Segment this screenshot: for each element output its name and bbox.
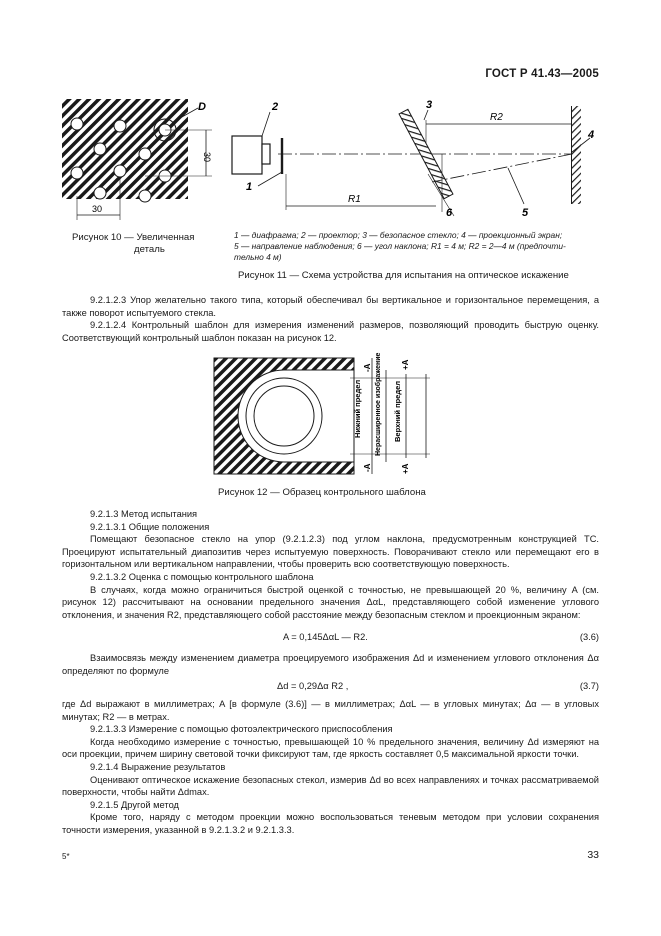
callout-5: 5	[522, 207, 529, 219]
paragraph-other: Кроме того, наряду с методом проекции можно воспользоваться теневым методом при условии сохранения точности измерения, указанной в 9.2.1.3.2 и 9.2.1.3.3.	[62, 812, 599, 835]
minus-a-bottom: -A	[363, 463, 372, 472]
section-9-2-1-3	[62, 508, 599, 621]
minus-a-top: -A	[363, 363, 372, 372]
lower-limit-label: Нижний предел	[353, 379, 362, 438]
page-number: 33	[587, 849, 599, 861]
figure-11-legend-line2: 5 — направление наблюдения; 6 — угол наклона; R1 = 4 м; R2 = 2—4 м (предпочти-	[234, 241, 566, 251]
heading-9-2-1-3-1: 9.2.1.3.1 Общие положения	[90, 521, 210, 532]
equation-3-7: Δd = 0,29Δα R2 ,	[277, 681, 349, 691]
figure-11-legend-line1: 1 — диафрагма; 2 — проектор; 3 — безопасное стекло; 4 — проекционный экран;	[234, 230, 563, 240]
figure-10-drawing	[60, 96, 230, 226]
paragraph-template: В случаях, когда можно ограничиться быстрой оценкой с точностью, не превышающей 20 %, величину A (см. рисунок 12) рассчитывают на основании предельного значения ΔαL, представляющего собой изменение углового отклонения, и значения R2, представляющего собой расстояние между безопасным стеклом и проекционным экраном:	[62, 584, 599, 620]
heading-9-2-1-3-3: 9.2.1.3.3 Измерение с помощью фотоэлектрического приспособления	[90, 724, 393, 735]
callout-3: 3	[426, 99, 433, 111]
upper-limit-label: Верхний предел	[393, 380, 402, 442]
paragraph-9-2-1-2-4: 9.2.1.2.4 Контрольный шаблон для измерения изменений размеров, позволяющий проводить быструю оценку. Соответствующий контрольный шаблон показан на рисунок 12.	[62, 320, 599, 343]
figure-11-caption: Рисунок 11 — Схема устройства для испытания на оптическое искажение	[238, 270, 569, 281]
equation-3-6: A = 0,145ΔαL — R2.	[283, 632, 368, 642]
hatched-plate	[62, 99, 188, 199]
figure-11-drawing	[228, 94, 600, 224]
detail-label: D	[198, 101, 206, 113]
plus-a-bottom: +A	[401, 463, 410, 474]
figure-12-drawing	[210, 352, 442, 486]
paragraph-relation: Взаимосвязь между изменением диаметра проецируемого изображения Δd и изменением углового отклонения Δα определяют по формуле	[62, 653, 599, 676]
paragraph-results: Оценивают оптическое искажение безопасных стекол, измерив Δd во всех направлениях и точках рассматриваемой поверхности, чтобы найти Δdmax.	[62, 774, 599, 798]
viewing-direction	[432, 154, 572, 182]
equation-3-6-number: (3.6)	[579, 632, 599, 642]
plus-a-top: +A	[401, 359, 410, 370]
r1-label: R1	[348, 194, 361, 205]
footer-mark: 5*	[62, 852, 70, 861]
callout-4: 4	[588, 129, 595, 141]
r2-label: R2	[490, 112, 503, 123]
heading-9-2-1-4: 9.2.1.4 Выражение результатов	[90, 761, 226, 772]
callout-2: 2	[272, 101, 279, 113]
paragraph-9-2-1-2-3: 9.2.1.2.3 Упор желательно такого типа, который обеспечивал бы вертикальное и горизонтальное перемещения, а также поворот испытуемого стекла.	[62, 295, 599, 318]
relation-paragraph-block	[62, 652, 599, 677]
projector-body	[232, 136, 262, 174]
image-label: Нерасширенное изображение	[375, 352, 382, 456]
callout-6: 6	[446, 207, 453, 219]
section-9-2-1-3-3	[62, 698, 599, 837]
figure-10-caption-line2: деталь	[134, 244, 165, 255]
paragraph-photo: Когда необходимо измерение с точностью, превышающей 10 % предельного значения, величину Δd измеряют на оси проекции, причем ширину световой точки фиксируют там, где яркость составляет 0,5 максимальной яркости точки.	[62, 736, 599, 760]
standard-header: ГОСТ Р 41.43—2005	[485, 68, 599, 80]
heading-9-2-1-3-2: 9.2.1.3.2 Оценка с помощью контрольного шаблона	[90, 571, 314, 582]
callout-1: 1	[246, 181, 253, 193]
paragraph-where: где Δd выражают в миллиметрах; A [в формуле (3.6)] — в миллиметрах; ΔαL — в угловых минутах; Δα — в угловых минутах; R2 — в метрах.	[62, 699, 599, 722]
dim-horizontal: 30	[92, 204, 103, 214]
equation-3-7-number: (3.7)	[579, 681, 599, 691]
section-9-2-1-2	[62, 294, 599, 344]
heading-9-2-1-5: 9.2.1.5 Другой метод	[90, 799, 179, 810]
paragraph-general: Помещают безопасное стекло на упор (9.2.1.2.3) под углом наклона, предусмотренным конструкцией ТС. Проецируют испытательный диапозитив через испытуемую поверхность. Поворачивают стекло или перемещают его в горизонтальном или вертикальном направлении, чтобы проверить всю соответствующую поверхность.	[62, 534, 599, 570]
heading-9-2-1-3: 9.2.1.3 Метод испытания	[90, 509, 198, 519]
dim-vertical: 30	[202, 152, 212, 163]
figure-12-caption: Рисунок 12 — Образец контрольного шаблона	[218, 487, 426, 498]
figure-10-caption-line1: Рисунок 10 — Увеличенная	[72, 232, 195, 243]
figure-11-legend-line3: тельно 4 м)	[234, 252, 282, 262]
projector-lens	[262, 144, 270, 164]
